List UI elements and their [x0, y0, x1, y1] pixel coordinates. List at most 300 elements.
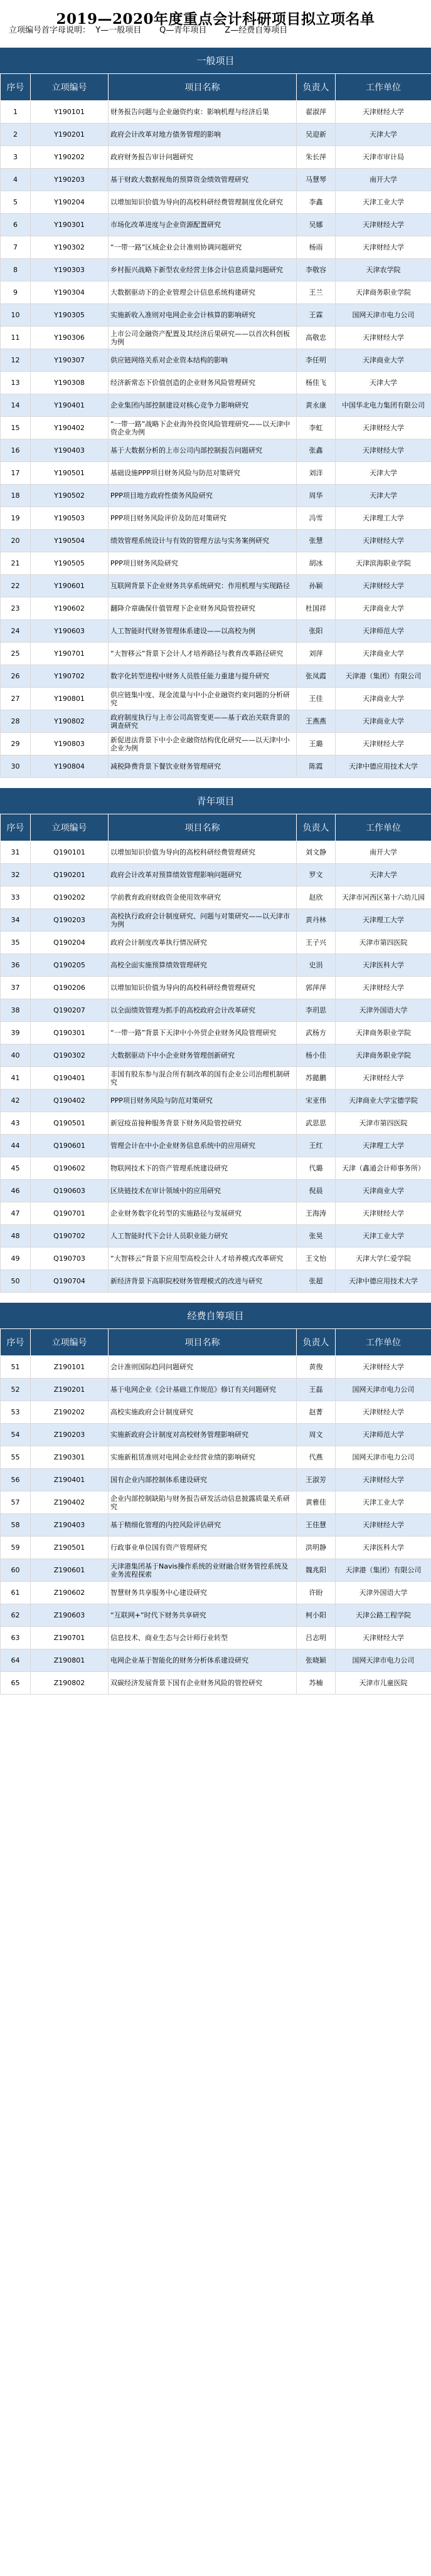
- code-prefix-note: 立项编号首字母说明： Y—一般项目 Q—青年项目 Z—经费自筹项目: [9, 26, 288, 35]
- table-row: [1, 597, 431, 620]
- cell-seq: 21: [1, 552, 31, 575]
- cell-seq: 52: [1, 1379, 31, 1401]
- cell-name: 政府会计改革对地方债务管理的影响: [109, 124, 297, 146]
- cell-seq: 57: [1, 1491, 31, 1514]
- cell-seq: 19: [1, 507, 31, 530]
- cell-seq: 46: [1, 1180, 31, 1202]
- table-row: [1, 733, 431, 755]
- cell-unit: 天津商业大学: [336, 688, 431, 710]
- cell-code: Y190203: [31, 169, 109, 191]
- cell-code: Q190602: [31, 1157, 109, 1180]
- cell-leader: 李玥思: [297, 999, 336, 1022]
- table-row: [1, 214, 431, 236]
- cell-name: 财务报告问题与企业融资约束：影响机理与经济后果: [109, 101, 297, 124]
- cell-leader: 李敬容: [297, 259, 336, 281]
- cell-seq: 33: [1, 886, 31, 909]
- cell-unit: 国网天津市电力公司: [336, 1446, 431, 1469]
- cell-leader: 王红: [297, 1135, 336, 1157]
- table-row: [1, 841, 431, 864]
- cell-leader: 杨雨: [297, 236, 336, 259]
- cell-leader: 代燕: [297, 1446, 336, 1469]
- table-header-row: [1, 814, 431, 841]
- cell-code: Y190101: [31, 101, 109, 124]
- cell-unit: 天津财经大学: [336, 1356, 431, 1379]
- cell-code: Y190503: [31, 507, 109, 530]
- cell-leader: 王燕燕: [297, 710, 336, 733]
- cell-seq: 41: [1, 1067, 31, 1090]
- cell-name: 大数据驱动下的企业管理会计信息系统构建研究: [109, 281, 297, 304]
- cell-name: 市场化改革进度与企业资源配置研究: [109, 214, 297, 236]
- table-row: [1, 643, 431, 665]
- table-row: [1, 1112, 431, 1135]
- cell-seq: 55: [1, 1446, 31, 1469]
- project-sections: [0, 38, 431, 1695]
- cell-leader: 翟淑萍: [297, 101, 336, 124]
- cell-code: Y190303: [31, 259, 109, 281]
- cell-seq: 9: [1, 281, 31, 304]
- cell-name: 数字化转型进程中财务人员胜任能力重建与提升研究: [109, 665, 297, 688]
- cell-leader: 吴娜: [297, 214, 336, 236]
- cell-code: Z190201: [31, 1379, 109, 1401]
- cell-code: Y190306: [31, 327, 109, 349]
- cell-seq: 63: [1, 1627, 31, 1649]
- cell-name: 电网企业基于智能化的财务分析体系建设研究: [109, 1649, 297, 1672]
- cell-code: Y190401: [31, 394, 109, 417]
- cell-code: Y190603: [31, 620, 109, 643]
- cell-name: 基础设施PPP项目财务风险与防范对策研究: [109, 462, 297, 485]
- cell-leader: 张凤霞: [297, 665, 336, 688]
- cell-leader: 刘洋: [297, 462, 336, 485]
- cell-name: 人工智能时代财务管理体系建设——以高校为例: [109, 620, 297, 643]
- cell-leader: 赵欣: [297, 886, 336, 909]
- cell-unit: 天津港（集团）有限公司: [336, 1559, 431, 1582]
- table-row: [1, 1157, 431, 1180]
- cell-seq: 62: [1, 1604, 31, 1627]
- cell-leader: 高敬忠: [297, 327, 336, 349]
- cell-unit: 南开大学: [336, 841, 431, 864]
- table-row: [1, 1672, 431, 1695]
- cell-unit: 天津理工大学: [336, 507, 431, 530]
- cell-unit: 天津商业大学: [336, 643, 431, 665]
- table-row: [1, 1401, 431, 1424]
- header-name: 项目名称: [109, 74, 297, 101]
- table-row: [1, 688, 431, 710]
- cell-name: 政府会计制度改革执行情况研究: [109, 932, 297, 954]
- cell-leader: 马慧琴: [297, 169, 336, 191]
- cell-leader: 赵菁: [297, 1401, 336, 1424]
- cell-leader: 杜国祥: [297, 597, 336, 620]
- cell-leader: 李任明: [297, 349, 336, 372]
- table-row: [1, 304, 431, 327]
- table-row: [1, 439, 431, 462]
- header-name: 项目名称: [109, 814, 297, 841]
- table-row: [1, 1356, 431, 1379]
- cell-seq: 20: [1, 530, 31, 552]
- cell-unit: 天津农学院: [336, 259, 431, 281]
- cell-unit: 天津商务职业学院: [336, 281, 431, 304]
- cell-name: “互联网+”时代下财务共享研究: [109, 1604, 297, 1627]
- page-title: 2019—2020年度重点会计科研项目拟立项名单: [56, 11, 375, 28]
- cell-code: Y190802: [31, 710, 109, 733]
- header-code: 立项编号: [31, 814, 109, 841]
- cell-code: Y190803: [31, 733, 109, 755]
- cell-leader: 张慧: [297, 530, 336, 552]
- cell-leader: 黄丹林: [297, 909, 336, 932]
- cell-code: Z190501: [31, 1537, 109, 1559]
- table-row: [1, 1649, 431, 1672]
- cell-leader: 代璐: [297, 1157, 336, 1180]
- cell-code: Y190501: [31, 462, 109, 485]
- cell-code: Y190403: [31, 439, 109, 462]
- cell-code: Y190602: [31, 597, 109, 620]
- cell-leader: 王璐: [297, 733, 336, 755]
- cell-seq: 1: [1, 101, 31, 124]
- cell-unit: 天津财经大学: [336, 977, 431, 999]
- cell-code: Y190804: [31, 755, 109, 778]
- cell-name: 智慧财务共享服务中心建设研究: [109, 1582, 297, 1604]
- cell-leader: 倪晨: [297, 1180, 336, 1202]
- cell-name: 经济新常态下价值创造的企业财务风险管理研究: [109, 372, 297, 394]
- cell-seq: 16: [1, 439, 31, 462]
- table-row: [1, 417, 431, 439]
- cell-code: Q190205: [31, 954, 109, 977]
- table-row: [1, 1491, 431, 1514]
- cell-leader: 黄雅佳: [297, 1491, 336, 1514]
- cell-code: Y190504: [31, 530, 109, 552]
- cell-name: 区块链技术在审计领域中的应用研究: [109, 1180, 297, 1202]
- cell-name: 基于大数据分析的上市公司内部控制报告问题研究: [109, 439, 297, 462]
- cell-leader: 洪明静: [297, 1537, 336, 1559]
- cell-seq: 17: [1, 462, 31, 485]
- table-header-row: [1, 74, 431, 101]
- table-row: [1, 1627, 431, 1649]
- table-row: [1, 349, 431, 372]
- header-unit: 工作单位: [336, 74, 431, 101]
- cell-name: 基于精细化管理的内控风险评估研究: [109, 1514, 297, 1537]
- table-row: [1, 864, 431, 886]
- cell-leader: 王淑芳: [297, 1469, 336, 1491]
- cell-seq: 50: [1, 1270, 31, 1293]
- cell-code: Q190701: [31, 1202, 109, 1225]
- cell-leader: 王海涛: [297, 1202, 336, 1225]
- cell-name: 人工智能时代下会计人员职业能力研究: [109, 1225, 297, 1248]
- cell-name: 新经济背景下高职院校财务管理模式的改进与研究: [109, 1270, 297, 1293]
- cell-leader: 杨佳飞: [297, 372, 336, 394]
- cell-seq: 4: [1, 169, 31, 191]
- table-row: [1, 372, 431, 394]
- cell-unit: 天津财经大学: [336, 327, 431, 349]
- table-row: [1, 710, 431, 733]
- section-gap: [0, 38, 431, 48]
- cell-seq: 35: [1, 932, 31, 954]
- table-row: [1, 462, 431, 485]
- header-leader: 负责人: [297, 1329, 336, 1356]
- cell-code: Y190801: [31, 688, 109, 710]
- header-code: 立项编号: [31, 1329, 109, 1356]
- cell-code: Y190702: [31, 665, 109, 688]
- cell-code: Z190802: [31, 1672, 109, 1695]
- cell-name: PPP项目财务风险与防范对策研究: [109, 1090, 297, 1112]
- cell-unit: 天津财经大学: [336, 214, 431, 236]
- cell-code: Q190207: [31, 999, 109, 1022]
- cell-seq: 65: [1, 1672, 31, 1695]
- cell-seq: 54: [1, 1424, 31, 1446]
- cell-unit: 天津财经大学: [336, 530, 431, 552]
- cell-unit: 国网天津市电力公司: [336, 1379, 431, 1401]
- cell-code: Q190702: [31, 1225, 109, 1248]
- cell-code: Y190701: [31, 643, 109, 665]
- cell-name: “一带一路”区域企业会计准则协调问题研究: [109, 236, 297, 259]
- cell-code: Z190403: [31, 1514, 109, 1537]
- cell-leader: 陈霞: [297, 755, 336, 778]
- header-unit: 工作单位: [336, 1329, 431, 1356]
- cell-name: 企业财务数字化转型的实施路径与发展研究: [109, 1202, 297, 1225]
- table-row: [1, 1537, 431, 1559]
- table-row: [1, 1582, 431, 1604]
- cell-leader: 史涓: [297, 954, 336, 977]
- cell-code: Q190501: [31, 1112, 109, 1135]
- table-row: [1, 1559, 431, 1582]
- header-leader: 负责人: [297, 74, 336, 101]
- cell-leader: 周文: [297, 1424, 336, 1446]
- cell-seq: 24: [1, 620, 31, 643]
- cell-code: Y190305: [31, 304, 109, 327]
- cell-unit: 天津大学: [336, 372, 431, 394]
- cell-name: 供应链集中度、现金流量与中小企业融资约束问题的分析研究: [109, 688, 297, 710]
- cell-code: Q190203: [31, 909, 109, 932]
- table-row: [1, 101, 431, 124]
- cell-leader: 张鑫: [297, 439, 336, 462]
- cell-name: “大智移云”背景下应用型高校会计人才培养模式改革研究: [109, 1248, 297, 1270]
- cell-name: 国有企业内部控制体系建设研究: [109, 1469, 297, 1491]
- table-header-row: [1, 1329, 431, 1356]
- cell-seq: 3: [1, 146, 31, 169]
- cell-unit: 天津商务职业学院: [336, 1022, 431, 1044]
- cell-code: Q190204: [31, 932, 109, 954]
- table-row: [1, 485, 431, 507]
- table-row: [1, 1090, 431, 1112]
- cell-name: 实施新租赁准则对电网企业经营业绩的影响研究: [109, 1446, 297, 1469]
- cell-code: Q190601: [31, 1135, 109, 1157]
- cell-leader: 张昊: [297, 1225, 336, 1248]
- cell-seq: 44: [1, 1135, 31, 1157]
- cell-seq: 40: [1, 1044, 31, 1067]
- section-title: 经费自筹项目: [0, 1303, 431, 1328]
- cell-name: 互联网背景下企业财务共享系统研究：作用机理与实现路径: [109, 575, 297, 597]
- cell-leader: 魏兆阳: [297, 1559, 336, 1582]
- cell-leader: 王磊: [297, 1379, 336, 1401]
- table-row: [1, 169, 431, 191]
- cell-code: Z190601: [31, 1559, 109, 1582]
- table-row: [1, 999, 431, 1022]
- cell-unit: 南开大学: [336, 169, 431, 191]
- cell-seq: 60: [1, 1559, 31, 1582]
- cell-unit: 天津大学: [336, 485, 431, 507]
- cell-name: 翻降介章确保什值管理下企业财务风险管控研究: [109, 597, 297, 620]
- cell-leader: 吕志明: [297, 1627, 336, 1649]
- cell-name: 物联网技术下的资产管理系统建设研究: [109, 1157, 297, 1180]
- cell-seq: 10: [1, 304, 31, 327]
- cell-code: Y190601: [31, 575, 109, 597]
- cell-unit: 天津财经大学: [336, 733, 431, 755]
- header-seq: 序号: [1, 814, 31, 841]
- cell-leader: 武思思: [297, 1112, 336, 1135]
- table-row: [1, 1067, 431, 1090]
- table-row: [1, 1202, 431, 1225]
- cell-name: PPP项目地方政府性债务风险研究: [109, 485, 297, 507]
- cell-unit: 天津财经大学: [336, 575, 431, 597]
- cell-name: 管理会计在中小企业财务信息系统中的应用研究: [109, 1135, 297, 1157]
- cell-code: Z190401: [31, 1469, 109, 1491]
- cell-seq: 13: [1, 372, 31, 394]
- cell-seq: 56: [1, 1469, 31, 1491]
- cell-leader: 胡冰: [297, 552, 336, 575]
- cell-unit: 天津港（集团）有限公司: [336, 665, 431, 688]
- cell-code: Y190302: [31, 236, 109, 259]
- cell-unit: 天津大学: [336, 124, 431, 146]
- cell-unit: 天津财经大学: [336, 417, 431, 439]
- cell-name: 基于电网企业《会计基础工作规范》修订有关问题研究: [109, 1379, 297, 1401]
- cell-unit: 天津财经大学: [336, 236, 431, 259]
- table-row: [1, 1469, 431, 1491]
- project-table: [0, 814, 431, 1293]
- cell-leader: 黄俊: [297, 1356, 336, 1379]
- table-row: [1, 191, 431, 214]
- table-row: [1, 1424, 431, 1446]
- table-row: [1, 1248, 431, 1270]
- table-row: [1, 1044, 431, 1067]
- cell-code: Z190603: [31, 1604, 109, 1627]
- cell-seq: 42: [1, 1090, 31, 1112]
- header-code: 立项编号: [31, 74, 109, 101]
- cell-seq: 26: [1, 665, 31, 688]
- cell-leader: 苏楠: [297, 1672, 336, 1695]
- cell-code: Y190308: [31, 372, 109, 394]
- cell-unit: 天津医科大学: [336, 954, 431, 977]
- cell-leader: 周华: [297, 485, 336, 507]
- cell-seq: 59: [1, 1537, 31, 1559]
- cell-unit: 天津师范大学: [336, 1424, 431, 1446]
- cell-code: Q190401: [31, 1067, 109, 1090]
- cell-leader: 王文怡: [297, 1248, 336, 1270]
- cell-leader: 李虹: [297, 417, 336, 439]
- cell-seq: 7: [1, 236, 31, 259]
- cell-code: Q190202: [31, 886, 109, 909]
- cell-code: Y190301: [31, 214, 109, 236]
- table-row: [1, 1379, 431, 1401]
- cell-unit: 天津商业大学: [336, 597, 431, 620]
- cell-code: Q190101: [31, 841, 109, 864]
- cell-unit: 天津财经大学: [336, 1401, 431, 1424]
- cell-code: Z190602: [31, 1582, 109, 1604]
- table-row: [1, 575, 431, 597]
- cell-seq: 18: [1, 485, 31, 507]
- cell-name: 实施新政府会计制度对高校财务管理影响研究: [109, 1424, 297, 1446]
- cell-code: Y190204: [31, 191, 109, 214]
- cell-unit: 天津市审计局: [336, 146, 431, 169]
- cell-seq: 43: [1, 1112, 31, 1135]
- table-row: [1, 886, 431, 909]
- cell-leader: 刘萍: [297, 643, 336, 665]
- cell-unit: 天津中德应用技术大学: [336, 1270, 431, 1293]
- table-row: [1, 552, 431, 575]
- cell-unit: 天津中德应用技术大学: [336, 755, 431, 778]
- cell-name: 企业内部控制缺陷与财务报告研发活动信息披露质量关系研究: [109, 1491, 297, 1514]
- cell-unit: 国网天津市电力公司: [336, 1649, 431, 1672]
- cell-seq: 36: [1, 954, 31, 977]
- cell-leader: 李鑫: [297, 191, 336, 214]
- cell-leader: 王子兴: [297, 932, 336, 954]
- cell-leader: 郭萍萍: [297, 977, 336, 999]
- cell-unit: 天津财经大学: [336, 1514, 431, 1537]
- cell-code: Y190502: [31, 485, 109, 507]
- cell-name: 供应链网络关系对企业资本结构的影响: [109, 349, 297, 372]
- cell-unit: 天津外国语大学: [336, 999, 431, 1022]
- table-row: [1, 1270, 431, 1293]
- cell-seq: 5: [1, 191, 31, 214]
- cell-name: 企业集团内部控制建设对核心竞争力影响研究: [109, 394, 297, 417]
- cell-code: Z190202: [31, 1401, 109, 1424]
- cell-leader: 张晓颖: [297, 1649, 336, 1672]
- table-row: [1, 1135, 431, 1157]
- cell-seq: 51: [1, 1356, 31, 1379]
- cell-leader: 杨小佳: [297, 1044, 336, 1067]
- cell-code: Z190101: [31, 1356, 109, 1379]
- cell-seq: 12: [1, 349, 31, 372]
- table-row: [1, 1180, 431, 1202]
- cell-seq: 2: [1, 124, 31, 146]
- cell-unit: 天津市儿童医院: [336, 1672, 431, 1695]
- table-row: [1, 665, 431, 688]
- cell-name: 减税降费背景下餐饮业财务管理研究: [109, 755, 297, 778]
- cell-seq: 39: [1, 1022, 31, 1044]
- cell-name: 会计准则国际趋同问题研究: [109, 1356, 297, 1379]
- cell-leader: 王佳: [297, 688, 336, 710]
- header-name: 项目名称: [109, 1329, 297, 1356]
- table-row: [1, 507, 431, 530]
- table-row: [1, 932, 431, 954]
- table-row: [1, 1225, 431, 1248]
- cell-unit: 天津商业大学: [336, 710, 431, 733]
- section-gap: [0, 778, 431, 788]
- cell-seq: 11: [1, 327, 31, 349]
- cell-unit: 天津市第四医院: [336, 1112, 431, 1135]
- cell-seq: 23: [1, 597, 31, 620]
- cell-name: 以全面绩效管理为抓手的高校政府会计改革研究: [109, 999, 297, 1022]
- cell-code: Q190302: [31, 1044, 109, 1067]
- cell-seq: 31: [1, 841, 31, 864]
- cell-leader: 苏懿鹏: [297, 1067, 336, 1090]
- cell-seq: 34: [1, 909, 31, 932]
- header-unit: 工作单位: [336, 814, 431, 841]
- cell-seq: 30: [1, 755, 31, 778]
- cell-seq: 32: [1, 864, 31, 886]
- table-row: [1, 909, 431, 932]
- table-row: [1, 954, 431, 977]
- cell-unit: 天津滨海职业学院: [336, 552, 431, 575]
- cell-seq: 14: [1, 394, 31, 417]
- cell-leader: 张阳: [297, 620, 336, 643]
- cell-seq: 53: [1, 1401, 31, 1424]
- section-gap: [0, 1293, 431, 1303]
- cell-unit: 天津市第四医院: [336, 932, 431, 954]
- cell-seq: 58: [1, 1514, 31, 1537]
- cell-seq: 47: [1, 1202, 31, 1225]
- table-row: [1, 1514, 431, 1537]
- cell-name: 新促进法背景下中小企业融资结构优化研究——以天津中小企业为例: [109, 733, 297, 755]
- cell-unit: 天津商业大学: [336, 349, 431, 372]
- table-row: [1, 146, 431, 169]
